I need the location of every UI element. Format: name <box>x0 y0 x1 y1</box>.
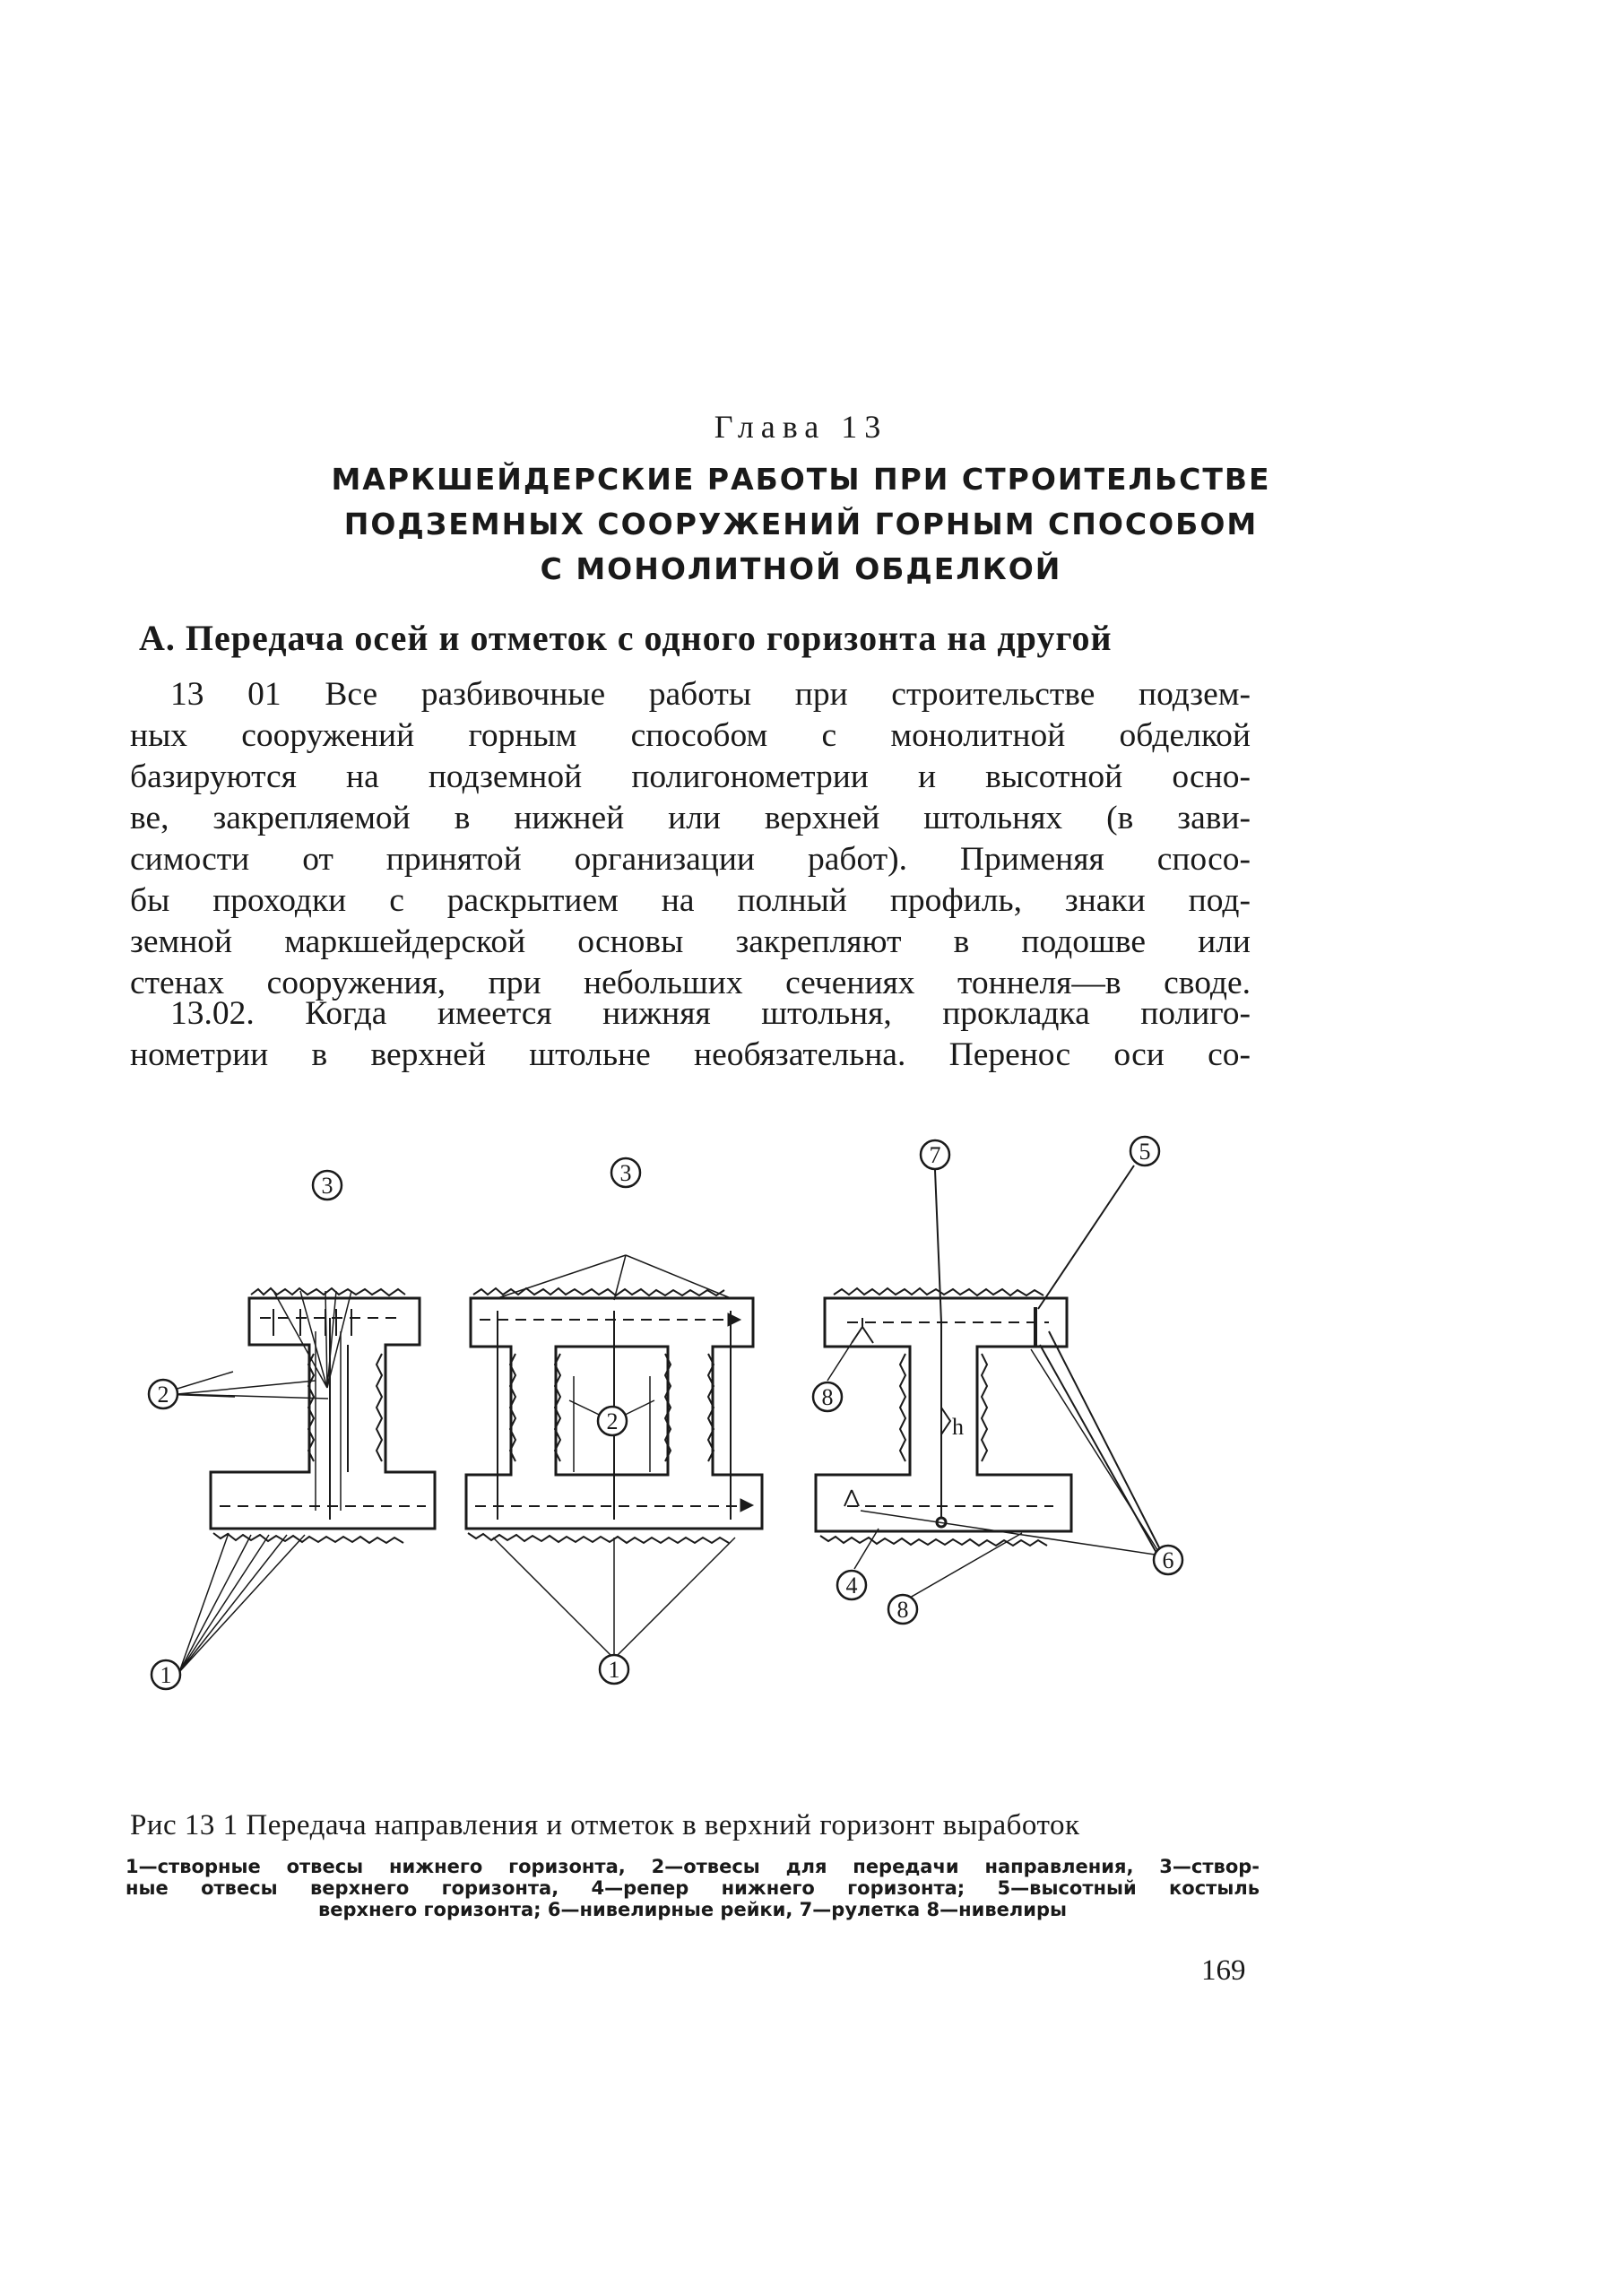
text-line: земной маркшейдерской основы закрепляют в подошве или <box>130 923 1251 960</box>
callout-5 <box>1130 1137 1159 1165</box>
section-heading: А. Передача осей и отметок с одного горизонта на другой <box>139 618 1113 658</box>
svg-text:5: 5 <box>1139 1139 1151 1165</box>
callout-2-middle <box>598 1407 627 1435</box>
callout-2-left <box>149 1380 178 1408</box>
text-line: ных сооружений горным способом с монолитной обделкой <box>130 717 1251 754</box>
callout-4 <box>837 1571 866 1599</box>
callout-3-middle <box>611 1158 640 1187</box>
legend-line: ные отвесы верхнего горизонта, 4—репер нижнего горизонта; 5—высотный костыль <box>126 1877 1260 1899</box>
svg-text:2: 2 <box>157 1382 169 1408</box>
svg-text:1: 1 <box>160 1662 172 1688</box>
text-line: нометрии в верхней штольне необязательна. Перенос оси со- <box>130 1036 1251 1073</box>
svg-text:6: 6 <box>1162 1547 1174 1573</box>
callout-3-left <box>313 1171 342 1200</box>
chapter-title <box>0 457 1602 592</box>
callout-1-middle <box>600 1655 628 1684</box>
paragraph-13-02 <box>130 993 1251 1076</box>
svg-text:8: 8 <box>821 1384 834 1410</box>
text-line: ве, закрепляемой в нижней или верхней штольнях (в зави- <box>130 800 1251 836</box>
figure-caption-title: Рис 13 1 Передача направления и отметок в верхний горизонт выработок <box>130 1809 1080 1841</box>
text-line: базируются на подземной полигонометрии и высотной осно- <box>130 758 1251 795</box>
legend-line: 1—створные отвесы нижнего горизонта, 2—отвесы для передачи направления, 3—створ- <box>126 1856 1260 1877</box>
scheme-right <box>816 1165 1161 1598</box>
chapter-title-line: МАРКШЕЙДЕРСКИЕ РАБОТЫ ПРИ СТРОИТЕЛЬСТВЕ <box>331 462 1271 497</box>
svg-text:4: 4 <box>845 1573 858 1599</box>
callout-8-lower <box>888 1595 917 1624</box>
svg-text:8: 8 <box>896 1597 909 1623</box>
callout-8-upper <box>813 1382 842 1411</box>
callout-6 <box>1154 1546 1182 1574</box>
page-number: 169 <box>1201 1954 1246 1987</box>
callout-1-left <box>152 1660 180 1689</box>
text-line: 13 01 Все разбивочные работы при строительстве подзем- <box>170 676 1251 713</box>
text-line: симости от принятой организации работ). Применяя спосо- <box>130 841 1251 878</box>
chapter-title-line: С МОНОЛИТНОЙ ОБДЕЛКОЙ <box>540 551 1062 586</box>
paragraph-13-01 <box>130 674 1251 1004</box>
scheme-middle <box>466 1255 762 1659</box>
scheme-left <box>157 1288 435 1672</box>
figure-13-1-diagram <box>117 1112 1246 1757</box>
callout-7 <box>921 1140 949 1169</box>
chapter-title-line: ПОДЗЕМНЫХ СООРУЖЕНИЙ ГОРНЫМ СПОСОБОМ <box>343 507 1259 542</box>
svg-text:7: 7 <box>929 1142 941 1168</box>
text-line: 13.02. Когда имеется нижняя штольня, прокладка полиго- <box>170 995 1251 1032</box>
text-line: стенах сооружения, при небольших сечениях тоннеля—в своде. <box>130 965 1251 1001</box>
svg-text:1: 1 <box>608 1657 620 1683</box>
svg-text:3: 3 <box>619 1160 632 1186</box>
legend-line: верхнего горизонта; 6—нивелирные рейки, 7—рулетка 8—нивелиры <box>317 1899 1068 1920</box>
dimension-h-label: h <box>952 1414 964 1440</box>
text-line: бы проходки с раскрытием на полный профиль, знаки под- <box>130 882 1251 919</box>
figure-caption-legend <box>126 1856 1260 1920</box>
chapter-label: Глава 13 <box>714 409 888 445</box>
svg-text:2: 2 <box>606 1408 619 1434</box>
svg-text:3: 3 <box>321 1173 333 1199</box>
